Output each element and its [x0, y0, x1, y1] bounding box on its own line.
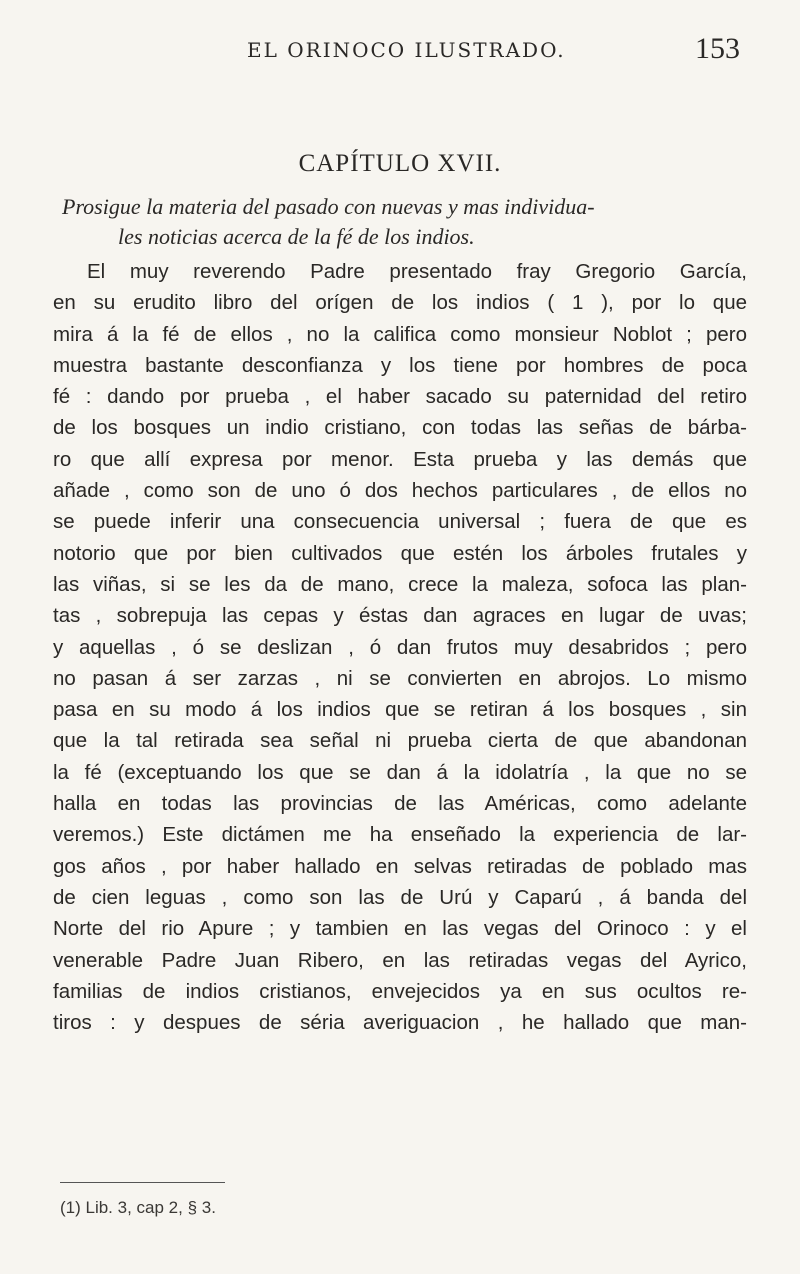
page-number: 153 [695, 32, 740, 65]
text-line: tiros : y despues de séria averiguacion , he hallado que man- [53, 1011, 747, 1035]
text-line: la fé (exceptuando los que se dan á la idolatría , la que no se [53, 760, 747, 784]
text-line: pasa en su modo á los indios que se retiran á los bosques , sin [53, 698, 747, 722]
text-line: ro que allí expresa por menor. Esta prueba y las demás que [53, 447, 747, 471]
text-line: familias de indios cristianos, envejecidos ya en sus ocultos re- [53, 979, 747, 1003]
text-line: que la tal retirada sea señal ni prueba cierta de que abandonan [53, 729, 747, 753]
text-line: El muy reverendo Padre presentado fray Gregorio García, [87, 260, 747, 283]
text-line: no pasan á ser zarzas , ni se convierten en abrojos. Lo mismo [53, 666, 747, 690]
text-line: en su erudito libro del orígen de los indios ( 1 ), por lo que [53, 291, 747, 315]
text-line: fé : dando por prueba , el haber sacado su paternidad del retiro [53, 385, 747, 409]
summary-line: Prosigue la materia del pasado con nuevas y mas individua- [62, 194, 595, 219]
text-line: las viñas, si se les da de mano, crece la maleza, sofoca las plan- [53, 572, 747, 596]
text-line: de los bosques un indio cristiano, con todas las señas de bárba- [53, 416, 747, 440]
text-line: venerable Padre Juan Ribero, en las retiradas vegas del Ayrico, [53, 948, 747, 972]
text-line: halla en todas las provincias de las Américas, como adelante [53, 792, 747, 816]
text-line: muestra bastante desconfianza y los tiene por hombres de poca [53, 353, 747, 377]
text-line: se puede inferir una consecuencia universal ; fuera de que es [53, 510, 747, 534]
running-head-title: EL ORINOCO ILUSTRADO. [247, 38, 566, 62]
text-line: Norte del rio Apure ; y tambien en las vegas del Orinoco : y el [53, 917, 747, 941]
footnote: (1) Lib. 3, cap 2, § 3. [60, 1198, 216, 1217]
text-line: y aquellas , ó se deslizan , ó dan frutos muy desabridos ; pero [53, 635, 747, 659]
text-line: de cien leguas , como son las de Urú y Caparú , á banda del [53, 885, 747, 909]
text-line: añade , como son de uno ó dos hechos particulares , de ellos no [53, 479, 747, 503]
summary-line: les noticias acerca de la fé de los indios. [118, 224, 475, 249]
text-line: gos años , por haber hallado en selvas retiradas de poblado mas [53, 854, 747, 878]
running-head [0, 32, 800, 76]
body-text [53, 256, 747, 1038]
footnote-rule [60, 1182, 225, 1183]
text-line: mira á la fé de ellos , no la califica como monsieur Noblot ; pero [53, 322, 747, 346]
text-line: tas , sobrepuja las cepas y éstas dan agraces en lugar de uvas; [53, 604, 747, 628]
chapter-title: CAPÍTULO XVII. [298, 150, 502, 177]
text-line: notorio que por bien cultivados que estén los árboles frutales y [53, 541, 747, 565]
chapter-summary [62, 192, 742, 252]
text-line: veremos.) Este dictámen me ha enseñado la experiencia de lar- [53, 823, 747, 847]
